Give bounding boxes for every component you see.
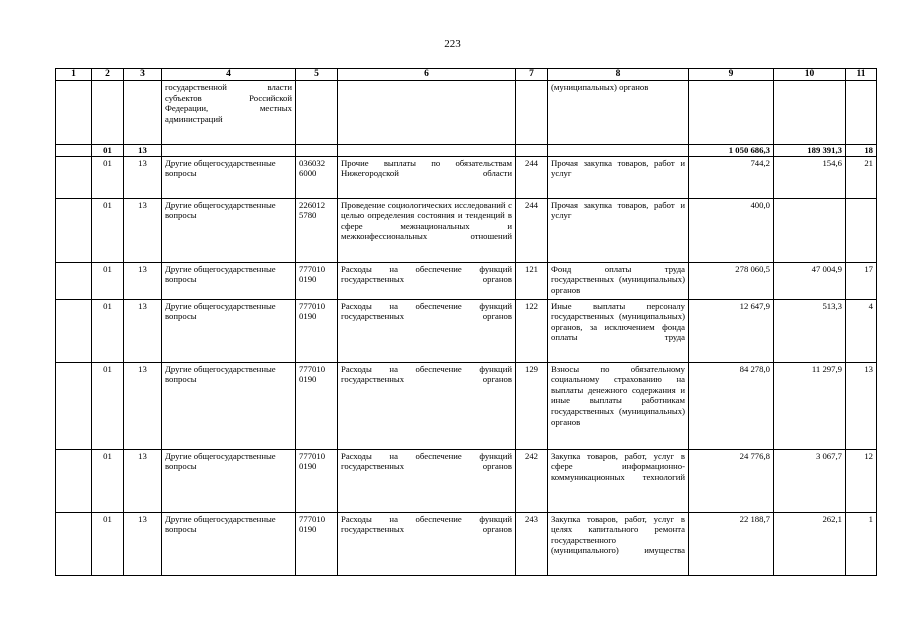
amount-planned: 24 776,8 (689, 449, 774, 512)
table-row (56, 262, 877, 299)
section-name: Другие общегосударственные вопросы (162, 512, 296, 575)
target-article-code: 777010 0190 (296, 362, 338, 449)
target-article-code: 777010 0190 (296, 449, 338, 512)
section-code: 01 (92, 449, 124, 512)
header-cell: 8 (548, 69, 689, 81)
header-cell: 11 (846, 69, 877, 81)
percent-value: 13 (846, 362, 877, 449)
subtotal-row (56, 145, 877, 157)
subsection-code: 13 (124, 449, 162, 512)
target-article-name: Расходы на обеспечение функций государственных органов (338, 299, 516, 362)
amount-executed: 3 067,7 (774, 449, 846, 512)
section-code: 01 (92, 299, 124, 362)
subsection-code: 13 (124, 512, 162, 575)
table-row (56, 449, 877, 512)
target-article-code: 777010 0190 (296, 512, 338, 575)
table-row (56, 362, 877, 449)
amount-executed: 513,3 (774, 299, 846, 362)
header-row (56, 69, 877, 81)
section-code: 01 (92, 262, 124, 299)
row-blank-cell (56, 299, 92, 362)
expense-type-code: 243 (516, 512, 548, 575)
subtotal-executed: 189 391,3 (774, 145, 846, 157)
expense-type-code: 129 (516, 362, 548, 449)
subtotal-percent: 18 (846, 145, 877, 157)
target-article-code: 777010 0190 (296, 299, 338, 362)
amount-planned: 12 647,9 (689, 299, 774, 362)
target-article-name: Расходы на обеспечение функций государственных органов (338, 512, 516, 575)
row-blank-cell (56, 262, 92, 299)
target-article-code: 777010 0190 (296, 262, 338, 299)
amount-planned: 400,0 (689, 198, 774, 262)
row-blank-cell (56, 362, 92, 449)
amount-planned: 22 188,7 (689, 512, 774, 575)
continuation-row (56, 81, 877, 145)
header-cell: 1 (56, 69, 92, 81)
target-article-code: 226012 5780 (296, 198, 338, 262)
expense-type-name: Прочая закупка товаров, работ и услуг (548, 198, 689, 262)
section-name: Другие общегосударственные вопросы (162, 449, 296, 512)
continuation-col8: (муниципальных) органов (548, 81, 689, 145)
section-code: 01 (92, 156, 124, 198)
amount-executed: 47 004,9 (774, 262, 846, 299)
target-article-name: Проведение социологических исследований с целью определения состояния и тенденций в сфере межнациональных и межконфессиональных отношений (338, 198, 516, 262)
header-cell: 10 (774, 69, 846, 81)
header-cell: 3 (124, 69, 162, 81)
budget-table (55, 68, 877, 576)
page-number: 223 (444, 38, 461, 50)
section-name: Другие общегосударственные вопросы (162, 299, 296, 362)
table-row (56, 512, 877, 575)
percent-value: 21 (846, 156, 877, 198)
percent-value: 17 (846, 262, 877, 299)
table-row (56, 156, 877, 198)
target-article-code: 036032 6000 (296, 156, 338, 198)
expense-type-name: Закупка товаров, работ, услуг в сфере информационно-коммуникационных технологий (548, 449, 689, 512)
percent-value: 12 (846, 449, 877, 512)
amount-executed (774, 198, 846, 262)
header-cell: 7 (516, 69, 548, 81)
amount-planned: 744,2 (689, 156, 774, 198)
expense-type-code: 244 (516, 156, 548, 198)
expense-type-code: 121 (516, 262, 548, 299)
header-cell: 2 (92, 69, 124, 81)
subsection-code: 13 (124, 262, 162, 299)
section-code: 01 (92, 512, 124, 575)
expense-type-name: Закупка товаров, работ, услуг в целях капитального ремонта государственного (муниципального) имущества (548, 512, 689, 575)
amount-planned: 84 278,0 (689, 362, 774, 449)
percent-value: 1 (846, 512, 877, 575)
row-blank-cell (56, 449, 92, 512)
table-row (56, 299, 877, 362)
section-code: 01 (92, 198, 124, 262)
row-blank-cell (56, 512, 92, 575)
header-cell: 4 (162, 69, 296, 81)
subsection-code: 13 (124, 156, 162, 198)
amount-planned: 278 060,5 (689, 262, 774, 299)
header-cell: 5 (296, 69, 338, 81)
section-code: 01 (92, 362, 124, 449)
amount-executed: 11 297,9 (774, 362, 846, 449)
row-blank-cell (56, 198, 92, 262)
subtotal-amount: 1 050 686,3 (689, 145, 774, 157)
subsection-code: 13 (124, 362, 162, 449)
row-blank-cell (56, 156, 92, 198)
target-article-name: Расходы на обеспечение функций государственных органов (338, 449, 516, 512)
table-row (56, 198, 877, 262)
percent-value: 4 (846, 299, 877, 362)
target-article-name: Прочие выплаты по обязательствам Нижегородской области (338, 156, 516, 198)
section-name: Другие общегосударственные вопросы (162, 262, 296, 299)
percent-value (846, 198, 877, 262)
subtotal-section: 01 (92, 145, 124, 157)
header-cell: 9 (689, 69, 774, 81)
target-article-name: Расходы на обеспечение функций государственных органов (338, 362, 516, 449)
subtotal-subsection: 13 (124, 145, 162, 157)
expense-type-name: Фонд оплаты труда государственных (муниципальных) органов (548, 262, 689, 299)
amount-executed: 154,6 (774, 156, 846, 198)
expense-type-name: Прочая закупка товаров, работ и услуг (548, 156, 689, 198)
expense-type-name: Взносы по обязательному социальному страхованию на выплаты денежного содержания и иные выплаты работникам государственных (муниципальных) органов (548, 362, 689, 449)
section-name: Другие общегосударственные вопросы (162, 198, 296, 262)
continuation-col4: государственной власти субъектов Российской Федерации, местных администраций (162, 81, 296, 145)
expense-type-code: 242 (516, 449, 548, 512)
header-cell: 6 (338, 69, 516, 81)
section-name: Другие общегосударственные вопросы (162, 156, 296, 198)
subsection-code: 13 (124, 299, 162, 362)
amount-executed: 262,1 (774, 512, 846, 575)
target-article-name: Расходы на обеспечение функций государственных органов (338, 262, 516, 299)
expense-type-name: Иные выплаты персоналу государственных (муниципальных) органов, за исключением фонда оплаты труда (548, 299, 689, 362)
expense-type-code: 122 (516, 299, 548, 362)
subsection-code: 13 (124, 198, 162, 262)
section-name: Другие общегосударственные вопросы (162, 362, 296, 449)
expense-type-code: 244 (516, 198, 548, 262)
